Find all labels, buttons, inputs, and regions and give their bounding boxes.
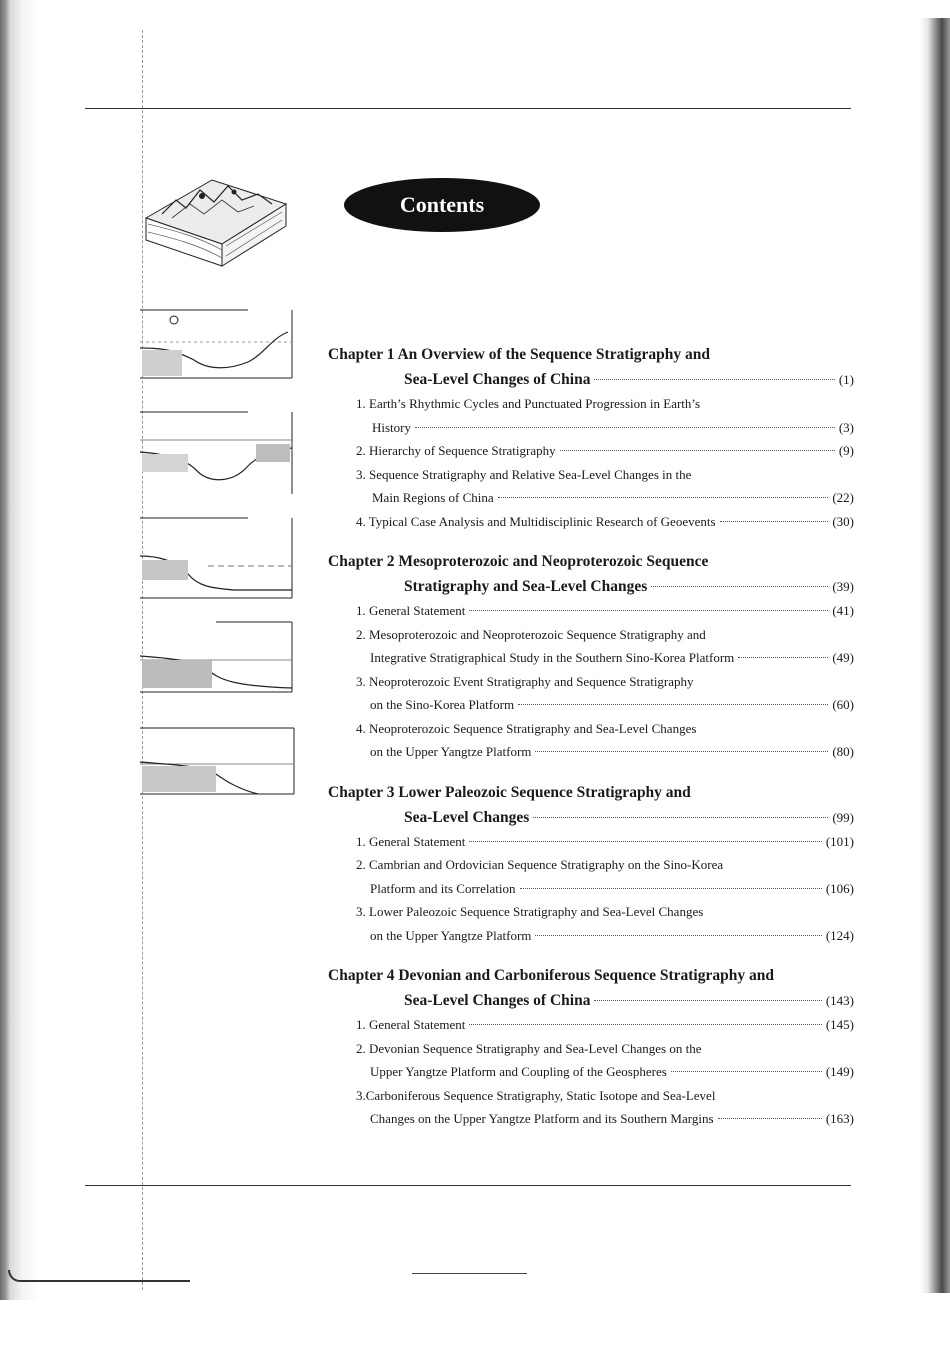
chapter-heading-cont[interactable]: Sea-Level Changes of China <box>404 992 591 1009</box>
leader-dots <box>594 379 834 380</box>
leader-dots <box>671 1071 822 1072</box>
table-of-contents <box>328 342 854 1147</box>
cross-section-figure-2 <box>138 410 294 496</box>
leader-dots <box>718 1118 822 1119</box>
page-number: (106) <box>825 880 854 896</box>
toc-entry[interactable]: 3.Carboniferous Sequence Stratigraphy, Static Isotope and Sea-Level <box>356 1087 716 1103</box>
leader-dots <box>520 888 822 889</box>
leader-dots <box>720 521 829 522</box>
leader-dots <box>738 657 828 658</box>
scan-edge-left <box>0 0 40 1300</box>
toc-entry[interactable]: 1. General Statement <box>356 833 466 849</box>
footer-rule <box>412 1273 527 1274</box>
toc-entry[interactable]: 1. General Statement <box>356 603 466 618</box>
page-number: (49) <box>832 650 854 665</box>
chapter-4 <box>328 963 854 1131</box>
page-number: (124) <box>825 927 854 943</box>
toc-entry-cont[interactable]: Integrative Stratigraphical Study in the Southern Sino-Korea Platform <box>370 650 735 665</box>
toc-entry[interactable]: 3. Sequence Stratigraphy and Relative Sea-Level Changes in the <box>356 466 692 482</box>
leader-dots <box>469 1024 821 1025</box>
leader-dots <box>594 1000 821 1001</box>
bottom-rule <box>85 1185 851 1186</box>
page-number: (41) <box>832 603 854 618</box>
page-number: (39) <box>832 579 854 594</box>
toc-entry-cont[interactable]: Main Regions of China <box>372 490 494 505</box>
chapter-2 <box>328 549 854 764</box>
page-number: (3) <box>838 419 854 435</box>
leader-dots <box>533 817 828 818</box>
toc-entry[interactable]: 2. Cambrian and Ordovician Sequence Stratigraphy on the Sino-Korea <box>356 857 724 872</box>
toc-entry-cont[interactable]: on the Upper Yangtze Platform <box>370 744 532 759</box>
page-number: (163) <box>825 1111 854 1126</box>
toc-entry-cont[interactable]: on the Upper Yangtze Platform <box>370 927 532 943</box>
toc-entry[interactable]: 3. Neoproterozoic Event Stratigraphy and Sequence Stratigraphy <box>356 673 694 689</box>
toc-entry-cont[interactable]: Upper Yangtze Platform and Coupling of the Geospheres <box>370 1064 667 1079</box>
chapter-heading-cont[interactable]: Sea-Level Changes <box>404 808 530 826</box>
contents-title-badge <box>344 178 540 232</box>
chapter-heading[interactable]: Chapter 1 An Overview of the Sequence Stratigraphy and <box>328 346 711 363</box>
leader-dots <box>498 497 829 498</box>
toc-entry-cont[interactable]: Platform and its Correlation <box>370 880 516 896</box>
leader-dots <box>518 704 828 705</box>
leader-dots <box>469 841 821 842</box>
leader-dots <box>651 586 828 587</box>
page-number: (9) <box>838 443 854 458</box>
toc-entry[interactable]: 1. General Statement <box>356 1017 466 1032</box>
leader-dots <box>535 935 821 936</box>
page-number: (60) <box>832 697 854 712</box>
cross-section-figure-1 <box>138 308 294 380</box>
toc-entry[interactable]: 4. Neoproterozoic Sequence Stratigraphy and Sea-Level Changes <box>356 720 697 736</box>
leader-dots <box>535 751 828 752</box>
cross-section-figure-3 <box>138 516 294 600</box>
page-number: (99) <box>832 809 854 825</box>
page-number: (30) <box>832 513 854 529</box>
page-number: (1) <box>838 372 854 387</box>
toc-entry[interactable]: 3. Lower Paleozoic Sequence Stratigraphy and Sea-Level Changes <box>356 904 704 919</box>
top-rule <box>85 108 851 109</box>
toc-entry-cont[interactable]: on the Sino-Korea Platform <box>370 697 515 712</box>
chapter-heading[interactable]: Chapter 2 Mesoproterozoic and Neoproterozoic Sequence <box>328 553 709 570</box>
cross-section-figure-4 <box>138 620 294 694</box>
toc-entry[interactable]: 1. Earth’s Rhythmic Cycles and Punctuated Progression in Earth’s <box>356 396 701 411</box>
toc-entry-cont[interactable]: History <box>372 419 411 435</box>
page-number: (80) <box>832 744 854 759</box>
chapter-heading-cont[interactable]: Stratigraphy and Sea-Level Changes <box>404 578 648 595</box>
page-title: Contents <box>399 192 485 217</box>
toc-entry[interactable]: 4. Typical Case Analysis and Multidisciplinic Research of Geoevents <box>356 513 716 529</box>
page-number: (22) <box>832 490 854 505</box>
page-number: (143) <box>825 993 854 1008</box>
page-curl <box>8 1270 190 1282</box>
page-number: (101) <box>825 833 854 849</box>
chapter-heading[interactable]: Chapter 4 Devonian and Carboniferous Sequence Stratigraphy and <box>328 967 774 984</box>
page-number: (145) <box>825 1017 854 1032</box>
scan-edge-right <box>920 18 950 1293</box>
leader-dots <box>560 450 835 451</box>
leader-dots <box>415 427 835 428</box>
cross-section-figure-5 <box>138 726 296 800</box>
toc-entry[interactable]: 2. Devonian Sequence Stratigraphy and Sea-Level Changes on the <box>356 1040 702 1056</box>
leader-dots <box>469 610 828 611</box>
toc-entry[interactable]: 2. Hierarchy of Sequence Stratigraphy <box>356 443 556 458</box>
chapter-3 <box>328 780 854 948</box>
chapter-1 <box>328 342 854 533</box>
chapter-heading[interactable]: Chapter 3 Lower Paleozoic Sequence Stratigraphy and <box>328 783 691 801</box>
page-number: (149) <box>825 1064 854 1079</box>
toc-entry-cont[interactable]: Changes on the Upper Yangtze Platform and its Southern Margins <box>370 1111 714 1126</box>
toc-entry[interactable]: 2. Mesoproterozoic and Neoproterozoic Sequence Stratigraphy and <box>356 626 706 642</box>
chapter-heading-cont[interactable]: Sea-Level Changes of China <box>404 371 591 388</box>
block-diagram-illustration <box>142 174 290 270</box>
